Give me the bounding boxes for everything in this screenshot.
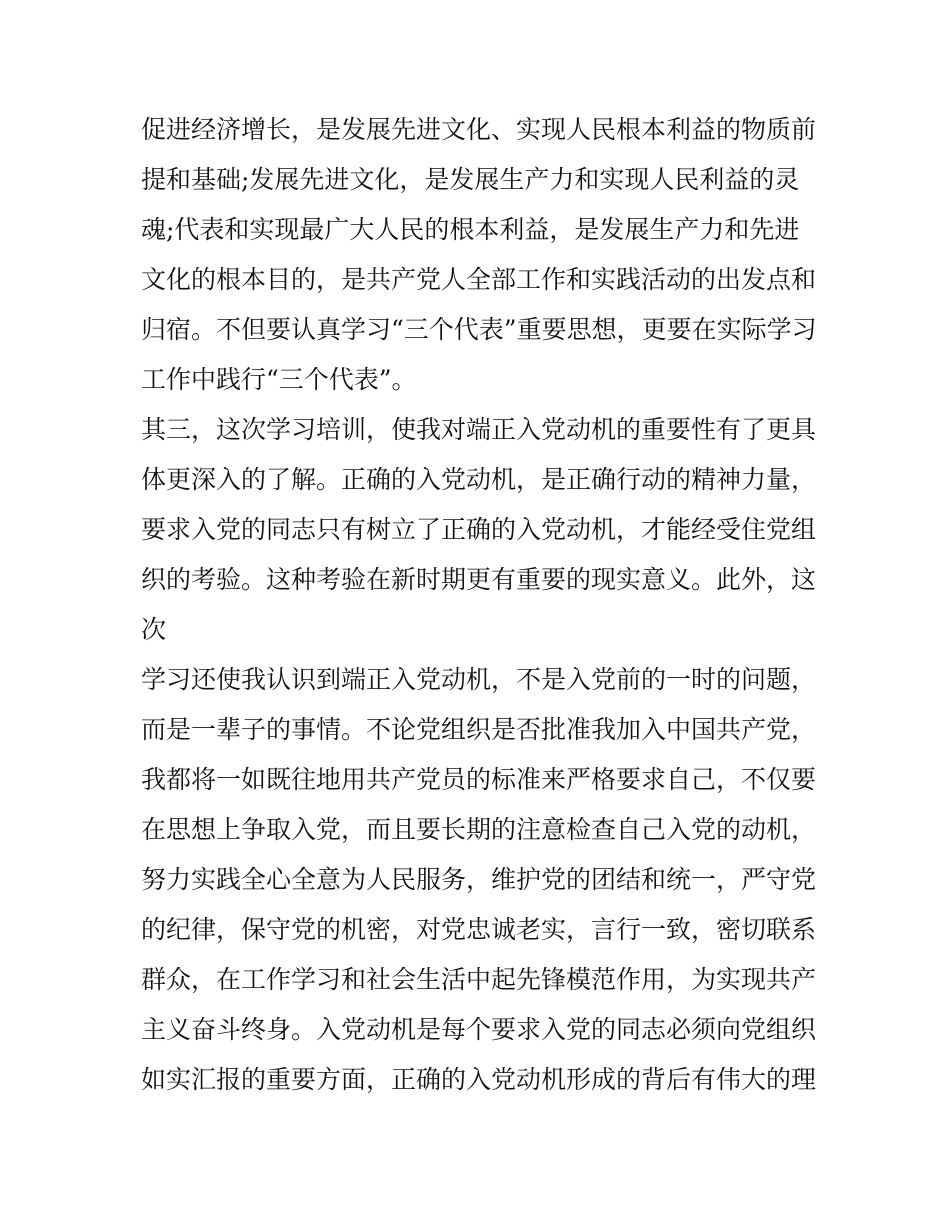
text-line: 体更深入的了解。正确的入党动机，是正确行动的精神力量， bbox=[141, 465, 817, 494]
text-line: 主义奋斗终身。入党动机是每个要求入党的同志必须向党组织 bbox=[141, 1015, 817, 1044]
text-line: 群众，在工作学习和社会生活中起先锋模范作用，为实现共产 bbox=[141, 965, 817, 994]
text-line: 促进经济增长，是发展先进文化、实现人民根本利益的物质前 bbox=[141, 115, 817, 144]
text-line: 如实汇报的重要方面，正确的入党动机形成的背后有伟大的理 bbox=[141, 1065, 817, 1094]
text-line: 而是一辈子的事情。不论党组织是否批准我加入中国共产党， bbox=[141, 715, 817, 744]
text-line: 魂;代表和实现最广大人民的根本利益，是发展生产力和先进 bbox=[141, 215, 800, 244]
text-line: 次 bbox=[141, 615, 167, 644]
text-line: 努力实践全心全意为人民服务，维护党的团结和统一，严守党 bbox=[141, 865, 817, 894]
text-line: 我都将一如既往地用共产党员的标准来严格要求自己，不仅要 bbox=[141, 765, 817, 794]
text-line: 归宿。不但要认真学习“三个代表”重要思想，更要在实际学习 bbox=[141, 315, 817, 344]
text-line: 其三，这次学习培训，使我对端正入党动机的重要性有了更具 bbox=[141, 415, 817, 444]
text-line: 文化的根本目的，是共产党人全部工作和实践活动的出发点和 bbox=[141, 265, 817, 294]
text-line: 织的考验。这种考验在新时期更有重要的现实意义。此外，这 bbox=[141, 565, 817, 594]
text-line: 学习还使我认识到端正入党动机，不是入党前的一时的问题， bbox=[141, 665, 817, 694]
text-line: 的纪律，保守党的机密，对党忠诚老实，言行一致，密切联系 bbox=[141, 915, 817, 944]
text-line: 在思想上争取入党，而且要长期的注意检查自己入党的动机， bbox=[141, 815, 817, 844]
text-line: 提和基础;发展先进文化，是发展生产力和实现人民利益的灵 bbox=[141, 165, 800, 194]
text-line: 要求入党的同志只有树立了正确的入党动机，才能经受住党组 bbox=[141, 515, 817, 544]
text-line: 工作中践行“三个代表”。 bbox=[141, 365, 417, 394]
